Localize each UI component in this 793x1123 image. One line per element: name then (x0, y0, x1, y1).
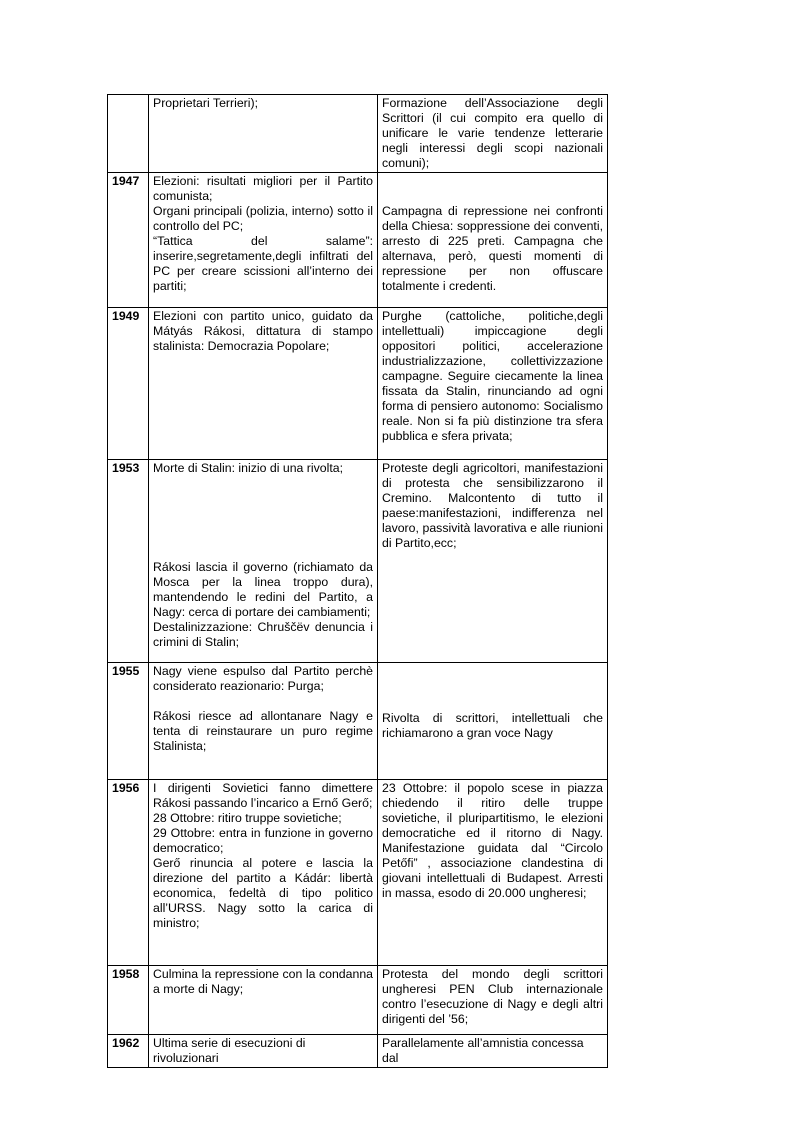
cultural-event-text: Proteste degli agricoltori, manifestazioni di protesta che sensibilizzarono il Cremino. Malcontento di tutto il paese:manifestazioni, indifferenza nel lavoro, passività lavorativa e alle riunioni di Partito,ecc; (382, 461, 603, 550)
political-events-cell (149, 308, 378, 460)
cultural-events-cell (378, 460, 608, 663)
table-row (108, 95, 608, 173)
cultural-events-cell (378, 173, 608, 308)
year-cell (108, 95, 149, 173)
cultural-events-cell (378, 308, 608, 460)
political-event-text: Elezioni con partito unico, guidato da Mátyás Rákosi, dittatura di stampo stalinista: Democrazia Popolare; (153, 309, 373, 353)
year-cell: 1956 (108, 780, 149, 966)
political-events-cell (149, 780, 378, 966)
table-row (108, 663, 608, 780)
table-row (108, 780, 608, 966)
political-event-text: Rákosi lascia il governo (richiamato da Mosca per la linea troppo dura), mantendendo le redini del Partito, a Nagy: cerca di portare dei cambiamenti; (153, 560, 373, 619)
political-event-text: Organi principali (polizia, interno) sotto il controllo del PC; (153, 204, 373, 233)
cultural-event-text: 23 Ottobre: il popolo scese in piazza chiedendo il ritiro delle truppe sovietiche, il pluripartitismo, le elezioni democratiche ed il ritorno di Nagy. Manifestazione guidata dal “Circolo Petőfi” , associazione clandestina di giovani intellettuali di Budapest. Arresti in massa, esodo di 20.000 ungheresi; (382, 781, 603, 900)
table-row (108, 173, 608, 308)
year-cell: 1955 (108, 663, 149, 780)
cultural-events-cell (378, 966, 608, 1035)
year-cell: 1947 (108, 173, 149, 308)
political-event-text: 29 Ottobre: entra in funzione in governo democratico; (153, 826, 373, 855)
year-cell: 1953 (108, 460, 149, 663)
political-event-text: Nagy viene espulso dal Partito perchè considerato reazionario: Purga; (153, 664, 373, 693)
table-row (108, 1035, 608, 1068)
political-event-text: Elezioni: risultati migliori per il Partito comunista; (153, 174, 373, 203)
political-event-text: “Tattica del salame”: inserire,segretamente,degli infiltrati del PC per creare scissioni all’interno dei partiti; (153, 234, 373, 293)
political-event-text: Gerő rinuncia al potere e lascia la direzione del partito a Kádár: libertà economica, fedeltà di tipo politico all’URSS. Nagy sotto la carica di ministro; (153, 856, 373, 930)
political-events-cell (149, 663, 378, 780)
cultural-events-cell (378, 95, 608, 173)
cultural-event-text: Protesta del mondo degli scrittori ungheresi PEN Club internazionale contro l’esecuzione di Nagy e degli altri dirigenti del ’56; (382, 967, 603, 1026)
cultural-events-cell (378, 663, 608, 780)
political-events-cell (149, 460, 378, 663)
year-cell: 1962 (108, 1035, 149, 1068)
cultural-event-text: Formazione dell’Associazione degli Scrittori (il cui compito era quello di unificare le varie tendenze letterarie negli interessi degli scopi nazionali comuni); (382, 96, 603, 170)
cultural-event-text: Parallelamente all’amnistia concessa dal (382, 1036, 584, 1065)
political-events-cell (149, 173, 378, 308)
table-row (108, 460, 608, 663)
political-event-text: I dirigenti Sovietici fanno dimettere Rákosi passando l’incarico a Ernő Gerő; (153, 781, 373, 810)
table-row (108, 308, 608, 460)
cultural-event-text: Purghe (cattoliche, politiche,degli intellettuali) impiccagione degli oppositori politici, accelerazione industrializzazione, collettivizzazione campagne. Seguire ciecamente la linea fissata da Stalin, rinunciando ad ogni forma di pensiero autonomo: Socialismo reale. Non si fa più distinzione tra sfera pubblica e sfera privata; (382, 309, 603, 443)
cultural-event-text: Rivolta di scrittori, intellettuali che richiamarono a gran voce Nagy (382, 711, 603, 740)
year-cell: 1949 (108, 308, 149, 460)
political-event-text: Proprietari Terrieri); (153, 96, 259, 110)
political-events-cell (149, 95, 378, 173)
political-event-text: 28 Ottobre: ritiro truppe sovietiche; (153, 811, 342, 825)
table-row (108, 966, 608, 1035)
history-timeline-table (107, 94, 608, 1068)
year-cell: 1958 (108, 966, 149, 1035)
political-event-text: Morte di Stalin: inizio di una rivolta; (153, 461, 344, 475)
political-event-text: Ultima serie di esecuzioni di rivoluzionari (153, 1036, 306, 1065)
political-event-text: Rákosi riesce ad allontanare Nagy e tenta di reinstaurare un puro regime Stalinista; (153, 709, 373, 753)
political-events-cell (149, 1035, 378, 1068)
cultural-events-cell (378, 780, 608, 966)
cultural-events-cell (378, 1035, 608, 1068)
political-events-cell (149, 966, 378, 1035)
political-event-text: Destalinizzazione: Chruščëv denuncia i crimini di Stalin; (153, 620, 373, 649)
political-event-text: Culmina la repressione con la condanna a morte di Nagy; (153, 967, 373, 996)
cultural-event-text: Campagna di repressione nei confronti della Chiesa: soppressione dei conventi, arresto di 225 preti. Campagna che alternava, però, questi momenti di repressione per non offuscare totalmente i credenti. (382, 204, 603, 293)
